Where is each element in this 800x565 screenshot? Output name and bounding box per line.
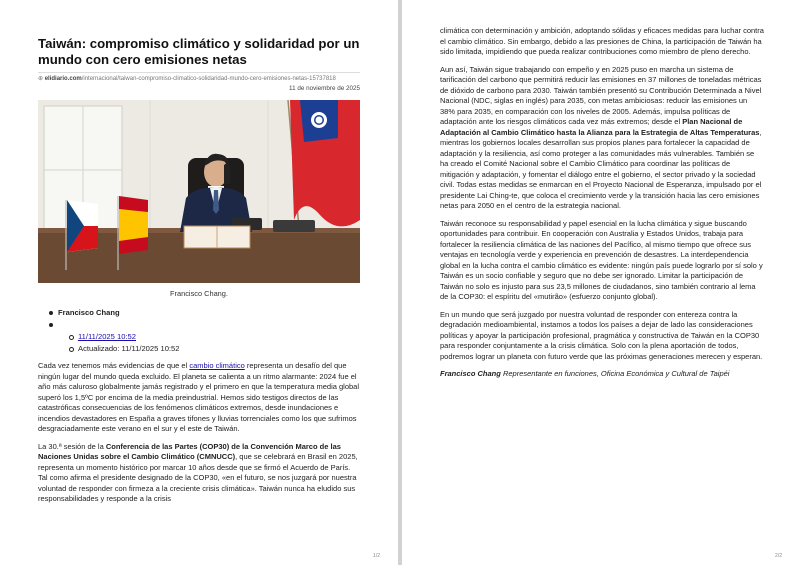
photo-caption: Francisco Chang. [170,289,228,298]
paragraph-3-text-cont: , mientras los gobiernos locales desarrollan sus propios planes para fortalecer la capacidad de adaptación y la resiliencia, así como proteger a las comunidades más vulnerables. También se ha creado el Comité Nacional sobre el Cambio Climático para coordinar las políticas de mitigación y adaptación, y fomentar el diálogo entre el gobierno, el sector privado y la sociedad civil. Todas estas medidas se enmarcan en el Proyecto Nacional de Esperanza, impulsado por el presidente Lai Ching-te, que coloca el crecimiento verde y la transición hacia las cero emisiones netas para 2050 en el centro de la estrategia nacional. [440,127,762,210]
bullet-dot-icon [49,311,53,315]
signature [440,369,764,380]
paragraph-4: Taiwán reconoce su responsabilidad y papel esencial en la lucha climática y sigue buscando oportunidades para contribuir. En cooperación con Australia y Estados Unidos, trabaja para fortalecer la resiliencia climática de las naciones del Pacífico, al mismo tiempo que ofrece sus ventajas en tecnología verde y experiencia en prevención de desastres. La interdependencia global en la lucha contra el cambio climático es evidente: ningún país puede lograrlo por sí solo y Taiwán es un socio confiable y seguro que no debe ser ignorado. Limitar la participación de Taiwán no solo es injusto para sus 23,5 millones de ciudadanos, sino también contrario al lema de la COP30: el espíritu del «mutirão» (esfuerzo conjunto global). [440,218,763,301]
article-date: 11 de noviembre de 2025 [289,85,360,92]
article-photo [38,100,360,283]
paragraph-3 [440,65,764,212]
paragraph-3-bold: Plan Nacional de Adaptación al Cambio Climático hasta la Alianza para la Estrategia de Altas Temperaturas [440,117,760,137]
paragraph-1 [38,361,360,435]
paragraph-2-continued: climática con determinación y ambición, adoptando sólidas y eficaces medidas para luchar contra el cambio climático. Sin embargo, debido a las presiones de China, la participación de Taiwán ha sido limitada, impidiendo que pueda realizar contribuciones como miembro de pleno derecho. [440,26,764,56]
source-url[interactable] [38,72,360,82]
article-body-page-2 [440,26,764,387]
paragraph-1-text-cont: representa un desafío del que ningún lugar del mundo queda excluido. El planeta se calienta a un ritmo alarmante: 2024 fue el año más caluroso globalmente jamás registrado y el primero en que la temperatura media global superó los 1,5ºC por encima de la media preindustrial. Hemos sido testigos directos de las catastróficas consecuencias de los fenómenos climáticos extremos, desde inundaciones e incendios devastadores en España a graves tifones y lluvias torrenciales como los que sufrimos desgraciadamente este verano en el sur y el este de Taiwán. [38,361,360,433]
paragraph-1-text: Cada vez tenemos más evidencias de que el [38,361,190,370]
article-body-page-1 [38,361,360,512]
source-domain: elidiario.com [44,76,82,82]
page-number: 2/2 [775,553,782,559]
source-path: /internacional/taiwan-compromiso-climatico-solidaridad-mundo-cero-emisiones-netas-15737818 [81,76,336,82]
paragraph-2-text: La 30.ª sesión de la [38,441,106,451]
paragraph-2-text-cont: , que se celebrará en Brasil en 2025, representa un momento histórico por marcar 10 años desde que se firmó el Acuerdo de París. Tal como afirma el presidente designado de la COP30, «en el futuro, se nos juzgará por nuestra voluntad de responder con firmeza a la creciente crisis climática». Taiwán nunca ha eludido sus responsabilidades y responde a la crisis [38,452,358,503]
article-meta [58,307,179,355]
page-number: 1/2 [373,553,380,559]
author-item [58,307,179,319]
pdf-page-2 [402,0,800,565]
published-item [78,331,179,343]
paragraph-5: En un mundo que será juzgado por nuestra voluntad de responder con entereza contra la degradación medioambiental, instamos a todos los países a dejar de lado las consideraciones políticas y apoyar la participación profesional, pragmática y constructiva de Taiwán en la COP30 para responder conjuntamente a la crisis climática. Solo con la plena aportación de todos, podremos lograr un planeta con futuro verde que las próximas generaciones merecen y esperan. [440,309,763,361]
paragraph-2 [38,442,360,505]
published-link[interactable]: 11/11/2025 10:52 [78,332,136,341]
updated-item [78,343,179,355]
bullet-ring-icon [69,335,74,340]
bullet-dot-icon [49,323,53,327]
paragraph-2-bold: Conferencia de las Partes (COP30) de la Convención Marco de las Naciones Unidas sobre el Cambio Climático (CMNUCC) [38,441,341,461]
paragraph-3-text: Aun así, Taiwán sigue trabajando con empeño y en 2025 puso en marcha un sistema de tarificación del carbono que permitirá reducir las emisiones en 37 millones de toneladas métricas de dióxido de carbono para 2030. Taiwán también presentó su Contribución Determinada a Nivel Nacional (NDC, siglas en inglés) para 2035, con metas ambiciosas: reducir las emisiones un 38% para 2035, en comparación con los niveles de 2005. Además, impulsa políticas de adaptación ante los riesgos climáticos cada vez más extremos; desde el [440,64,762,126]
pdf-page-1 [0,0,398,565]
bullet-ring-icon [69,347,74,352]
updated-text: Actualizado: 11/11/2025 10:52 [78,344,180,353]
signature-role: Representante en funciones, Oficina Económica y Cultural de Taipéi [500,369,730,378]
site-icon: ⊕ [38,76,45,82]
author-name[interactable]: Francisco Chang [58,308,120,317]
signature-name: Francisco Chang [440,369,501,378]
dates-item [58,319,179,331]
climate-change-link[interactable]: cambio climático [189,361,245,370]
article-title: Taiwán: compromiso climático y solidaridad por un mundo con cero emisiones netas [38,36,360,67]
